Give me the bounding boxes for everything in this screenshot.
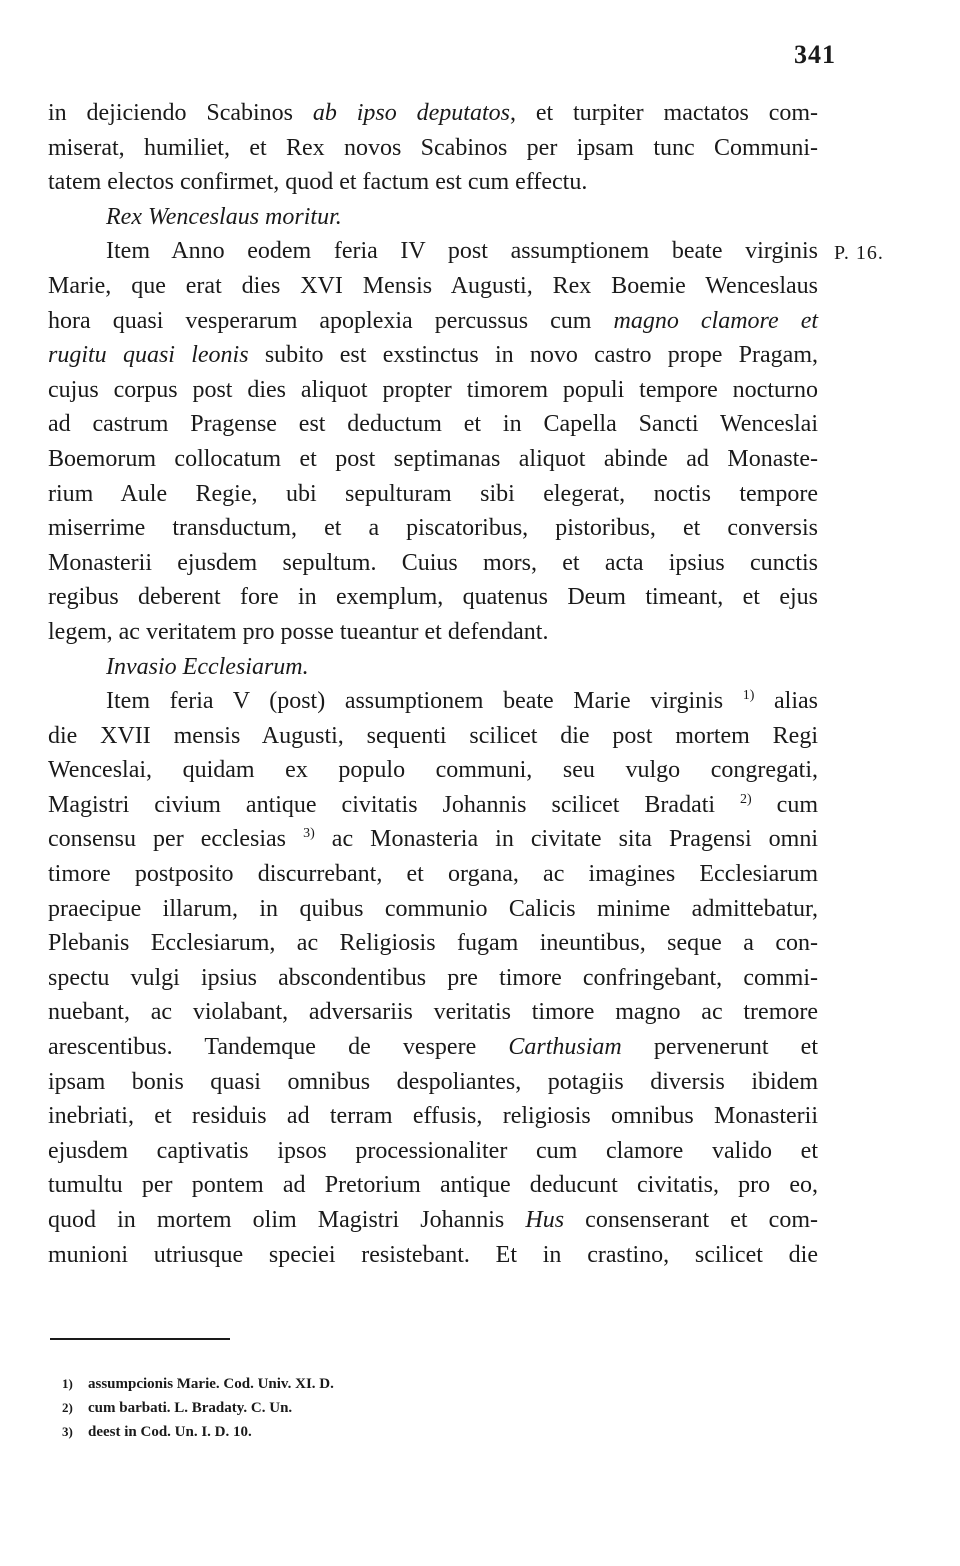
page-number: 341 [794, 40, 836, 69]
text-run: spectu vulgi ipsius abscondentibus pre timore confringebant, commi- [48, 964, 818, 991]
text-line [48, 1030, 818, 1065]
text-run: hora quasi vesperarum apoplexia percussus cum [48, 307, 614, 334]
text-run: Plebanis Ecclesiarum, ac Religiosis fugam ineuntibus, seque a con- [48, 930, 818, 957]
text-run: timore postposito discurrebant, et organa, ac imagines Ecclesiarum [48, 861, 818, 888]
text-line [48, 753, 818, 788]
text-run: cujus corpus post dies aliquot propter timorem populi tempore nocturno [48, 376, 818, 403]
section-heading [48, 200, 818, 235]
footnotes [62, 1372, 334, 1444]
text-line [48, 269, 818, 304]
text-run: subito est exstinctus in novo castro prope Pragam, [248, 342, 818, 369]
text-line [48, 373, 818, 408]
italic-run: rugitu quasi leonis [48, 342, 249, 369]
text-run: miserat, humiliet, et Rex novos Scabinos per ipsam tunc Communi- [48, 134, 818, 161]
text-run: Magistri civium antique civitatis Johannis scilicet Bradati [48, 791, 741, 818]
footnote-reference: 1) [742, 688, 755, 704]
text-run: consenserant et com- [564, 1207, 818, 1233]
section-heading [48, 650, 818, 685]
text-line [48, 131, 818, 166]
text-run: Item Anno eodem feria IV post assumptionem beate virginis [106, 238, 818, 265]
footnote-text: assumpcionis Marie. Cod. Univ. XI. D. [88, 1376, 334, 1392]
text-run: ejusdem captivatis ipsos processionaliter cum clamore valido et [48, 1137, 818, 1164]
text-run: quod in mortem olim Magistri Johannis [48, 1207, 526, 1233]
footnote-reference: 2) [740, 791, 752, 807]
italic-run: Invasio Ecclesiarum. [106, 653, 309, 680]
footnote-rule [50, 1338, 230, 1340]
margin-note: P. 16. [834, 242, 884, 264]
italic-run: Carthusiam [508, 1034, 622, 1061]
text-line [48, 477, 818, 512]
text-run: consensu per ecclesias [48, 826, 304, 853]
text-run: legem, ac veritatem pro posse tueantur et defendant. [48, 618, 549, 645]
text-line [48, 96, 818, 131]
text-run: Monasterii ejusdem sepultum. Cuius mors, et acta ipsius cunctis [48, 549, 818, 576]
footnote [62, 1396, 334, 1420]
text-run: , et turpiter mactatos com- [509, 100, 819, 126]
text-run: ipsam bonis quasi omnibus despoliantes, potagiis diversis ibidem [48, 1068, 818, 1095]
text-run: pervenerunt et [621, 1034, 819, 1061]
text-line [48, 1203, 818, 1238]
footnote [62, 1420, 334, 1444]
text-run: Marie, que erat dies XVI Mensis Augusti, Rex Boemie Wenceslaus [48, 272, 818, 299]
italic-run: Rex Wenceslaus moritur. [106, 203, 342, 230]
text-run: miserrime transductum, et a piscatoribus, pistoribus, et conversis [48, 515, 818, 542]
text-line [48, 234, 818, 269]
text-run: cum [751, 791, 818, 818]
italic-run: magno clamore et [613, 307, 819, 334]
italic-run: ab ipso deputatos [312, 100, 510, 126]
text-line [48, 407, 818, 442]
text-line [48, 788, 818, 823]
text-run: nuebant, ac violabant, adversariis veritatis timore magno ac tremore [48, 999, 818, 1026]
text-run: tumultu per pontem ad Pretorium antique deducunt civitatis, pro eo, [48, 1172, 818, 1199]
text-line [48, 580, 818, 615]
footnote [62, 1372, 334, 1396]
text-line [48, 719, 818, 754]
text-run: Wenceslai, quidam ex populo communi, seu vulgo congregati, [48, 757, 818, 784]
text-run: praecipue illarum, in quibus communio Calicis minime admittebatur, [48, 895, 818, 922]
text-run: die XVII mensis Augusti, sequenti scilicet die post mortem Regi [48, 722, 818, 749]
text-run: arescentibus. Tandemque de vespere [48, 1034, 509, 1061]
text-line [48, 822, 818, 857]
text-line [48, 1168, 818, 1203]
text-line [48, 338, 818, 373]
text-line [48, 442, 818, 477]
text-line [48, 304, 818, 339]
text-run: regibus deberent fore in exemplum, quatenus Deum timeant, et ejus [48, 584, 818, 611]
text-line [48, 615, 818, 650]
text-run: inebriati, et residuis ad terram effusis, religiosis omnibus Monasterii [48, 1103, 818, 1130]
text-line [48, 165, 818, 200]
text-line [48, 1238, 818, 1273]
footnote-text: cum barbati. L. Bradaty. C. Un. [88, 1400, 293, 1416]
text-run: tatem electos confirmet, quod et factum est cum effectu. [48, 169, 588, 196]
footnote-text: deest in Cod. Un. I. D. 10. [88, 1424, 252, 1440]
footnote-mark: 1) [62, 1376, 73, 1391]
body-text [48, 96, 818, 1272]
italic-run: Hus [525, 1207, 565, 1233]
text-line [48, 1134, 818, 1169]
text-line [48, 511, 818, 546]
text-run: Item feria V (post) assumptionem beate Marie virginis [106, 688, 743, 715]
footnote-reference: 3) [303, 826, 315, 842]
text-run: ad castrum Pragense est deductum et in Capella Sancti Wenceslai [48, 411, 818, 438]
text-run: alias [754, 688, 818, 715]
text-run: rium Aule Regie, ubi sepulturam sibi elegerat, noctis tempore [48, 480, 818, 507]
text-run: Boemorum collocatum et post septimanas aliquot abinde ad Monaste- [48, 445, 818, 472]
text-run: munioni utriusque speciei resistebant. Et in crastino, scilicet die [48, 1241, 818, 1268]
text-line [48, 926, 818, 961]
text-line [48, 1099, 818, 1134]
text-line [48, 1065, 818, 1100]
text-run: ac Monasteria in civitate sita Pragensi omni [314, 826, 819, 853]
text-line [48, 684, 818, 719]
footnote-mark: 2) [62, 1400, 73, 1415]
text-line [48, 961, 818, 996]
text-line [48, 857, 818, 892]
text-line [48, 892, 818, 927]
footnote-mark: 3) [62, 1424, 73, 1439]
text-line [48, 995, 818, 1030]
text-run: in dejiciendo Scabinos [48, 100, 313, 126]
text-line [48, 546, 818, 581]
